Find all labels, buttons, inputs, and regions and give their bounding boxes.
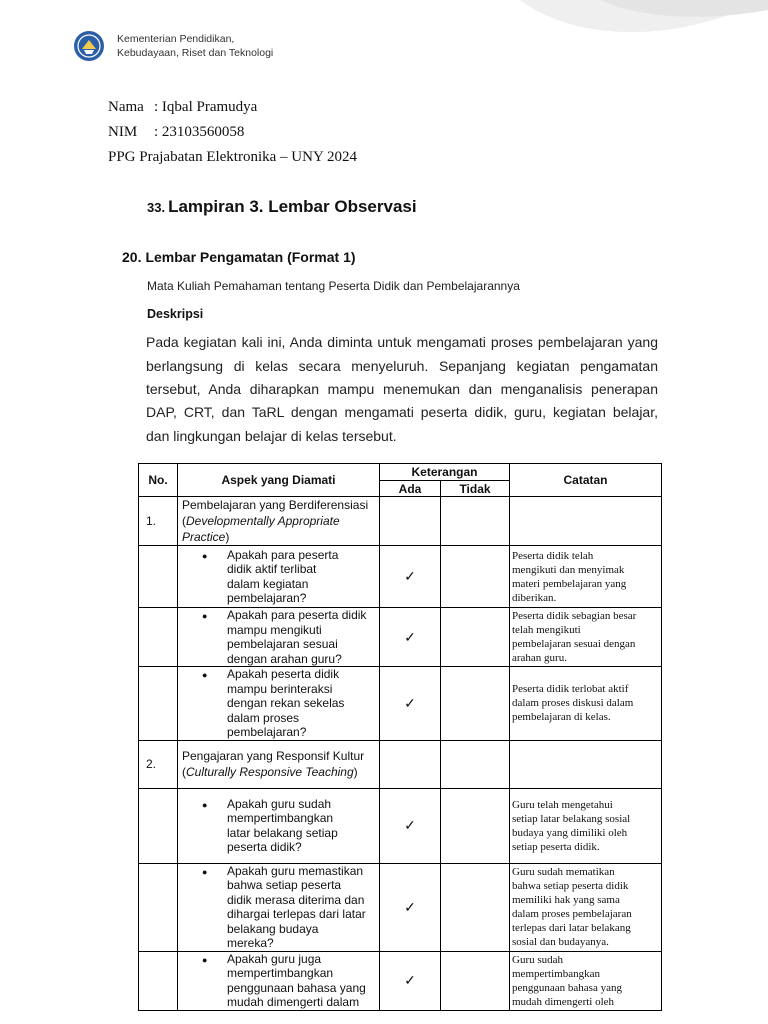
question-line: Apakah guru memastikan [227,863,364,878]
note-line: setiap peserta didik. [512,840,600,853]
section-title: Lampiran 3. Lembar Observasi [168,197,417,216]
row-number: 2. [139,740,178,788]
section-20-heading [122,249,356,265]
note-cell [510,608,662,667]
bullet-icon: ● [202,670,208,680]
identity-label: Nama [108,99,144,115]
question-line: mempertimbangkan [227,811,334,825]
identity-value: PPG Prajabatan Elektronika – UNY 2024 [108,149,357,165]
note-line: terlepas dari latar belakang [512,922,631,934]
row-number: 1. [139,497,178,546]
note-line: budaya yang dimiliki oleh [512,826,628,839]
question-line: Apakah guru sudah [227,796,332,811]
section-33-heading [147,197,417,217]
note-line: Guru sudah mematikan [512,866,615,878]
ada-check-icon: ✓ [380,546,441,608]
note-line: mudah dimengerti oleh [512,995,615,1008]
question-line: dengan arahan guru? [227,651,342,666]
note-line: materi pembelajaran yang [512,577,627,590]
ada-check-icon: ✓ [380,788,441,863]
question-cell [178,667,380,741]
observation-table [138,463,662,1011]
tidak-cell [441,863,510,951]
question-line: belakang budaya [227,921,319,936]
course-name: Mata Kuliah Pemahaman tentang Peserta Didik dan Pembelajarannya [147,279,520,293]
header-keterangan: Keterangan [380,464,510,481]
section-aspect-title: Pengajaran yang Responsif Kultur (Culturally Responsive Teaching) [178,740,380,788]
note-line: telah mengikuti [512,624,581,636]
ada-check-icon: ✓ [380,863,441,951]
identity-nim-row [108,120,357,145]
table-row [139,951,662,1010]
tidak-cell [441,608,510,667]
table-row [139,788,662,863]
header-catatan: Catatan [510,464,662,497]
ada-check-icon: ✓ [380,667,441,741]
question-line: dalam kegiatan [227,576,309,591]
question-line: dengan rekan sekelas [227,696,345,710]
note-line: mempertimbangkan [512,967,600,980]
bullet-icon: ● [202,799,208,810]
question-line: penggunaan bahasa yang [227,980,366,995]
question-cell [178,788,380,863]
description-line: dan lingkungan belajar di kelas tersebut. [146,428,397,444]
note-cell [510,667,662,741]
student-identity [108,95,357,170]
question-cell [178,608,380,667]
question-line: latar belakang setiap [227,825,338,840]
bullet-icon: ● [202,611,208,621]
question-line: didik merasa diterima dan [227,892,365,907]
question-line: mempertimbangkan [227,966,334,980]
question-line: dalam proses [227,710,300,725]
note-line: dalam proses diskusi dalam [512,697,634,710]
note-line: pembelajaran sesuai dengan [512,638,636,650]
table-row [139,863,662,951]
section-number: 33. [147,200,166,215]
note-line: dalam proses pembelajaran [512,908,632,920]
note-cell [510,863,662,951]
note-cell [510,788,662,863]
question-line: mereka? [227,936,274,950]
note-cell [510,546,662,608]
note-line: Guru telah mengetahui [512,798,613,811]
section-aspect-title: Pembelajaran yang Berdiferensiasi (Developmentally Appropriate Practice) [178,497,380,546]
question-cell [178,951,380,1010]
note-line: sosial dan budayanya. [512,936,609,948]
question-line: Apakah peserta didik [227,667,340,681]
ministry-name-line-1: Kementerian Pendidikan, [117,33,235,45]
note-cell [510,951,662,1010]
ada-check-icon: ✓ [380,608,441,667]
header-aspect: Aspek yang Diamati [178,464,380,497]
tidak-cell [441,546,510,608]
question-line: Apakah para peserta didik [227,608,367,622]
description-line: tersebut, Anda diharapkan mampu menemukan dan menganalisis penerapan [146,381,658,397]
question-line: dihargai terlepas dari latar [227,907,366,921]
table-row [139,608,662,667]
table-row [139,546,662,608]
header-no: No. [139,464,178,497]
ministry-header [73,30,273,62]
description-line: Pada kegiatan kali ini, Anda diminta untuk mengamati proses pembelajaran yang [146,334,658,350]
table-row [139,667,662,741]
note-line: diberikan. [512,591,557,604]
note-line: pembelajaran di kelas. [512,711,611,724]
question-line: peserta didik? [227,840,302,854]
section-number: 20. [122,249,142,265]
identity-program-row [108,145,357,170]
ada-check-icon: ✓ [380,951,441,1010]
identity-value: : 23103560058 [154,124,245,140]
question-line: Apakah para peserta [227,547,339,562]
identity-value: : Iqbal Pramudya [154,99,258,115]
note-line: memiliki hak yang sama [512,894,620,906]
question-line: Apakah guru juga [227,951,322,966]
note-line: setiap latar belakang sosial [512,812,631,825]
header-tidak: Tidak [441,481,510,497]
note-line: Guru sudah [512,953,564,966]
identity-name-row [108,95,357,120]
tidak-cell [441,667,510,741]
bullet-icon: ● [202,550,208,561]
table-row [139,740,662,788]
note-line: arahan guru. [512,652,567,664]
tidak-cell [441,951,510,1010]
question-line: pembelajaran sesuai [227,637,338,651]
question-line: pembelajaran? [227,725,307,739]
description-line: DAP, CRT, dan TaRL dengan mengamati peserta didik, guru, kegiatan belajar, [146,404,658,420]
bullet-icon: ● [202,866,208,877]
section-title: Lembar Pengamatan (Format 1) [145,249,356,265]
question-cell [178,863,380,951]
note-line: Peserta didik sebagian besar [512,610,637,622]
description-heading: Deskripsi [147,307,204,321]
tidak-cell [441,788,510,863]
description-line: berlangsung di kelas secara menyeluruh. Sepanjang kegiatan pengamatan [146,358,658,374]
question-line: mudah dimengerti dalam [227,995,360,1009]
question-line: bahwa setiap peserta [227,878,342,892]
ministry-name-line-2: Kebudayaan, Riset dan Teknologi [117,47,274,59]
note-line: Peserta didik telah [512,549,594,562]
header-ada: Ada [380,481,441,497]
note-line: mengikuti dan menyimak [512,563,625,576]
question-line: mampu mengikuti [227,622,322,637]
note-line: bahwa setiap peserta didik [512,880,629,892]
note-line: Peserta didik terlobat aktif [512,683,629,696]
table-row [139,497,662,546]
question-cell [178,546,380,608]
bullet-icon: ● [202,954,208,965]
identity-label: NIM [108,124,138,140]
note-line: penggunaan bahasa yang [512,981,622,994]
question-line: pembelajaran? [227,591,307,605]
tut-wuri-handayani-emblem-icon [73,30,105,62]
question-line: mampu berinteraksi [227,681,333,696]
question-line: didik aktif terlibat [227,562,317,576]
